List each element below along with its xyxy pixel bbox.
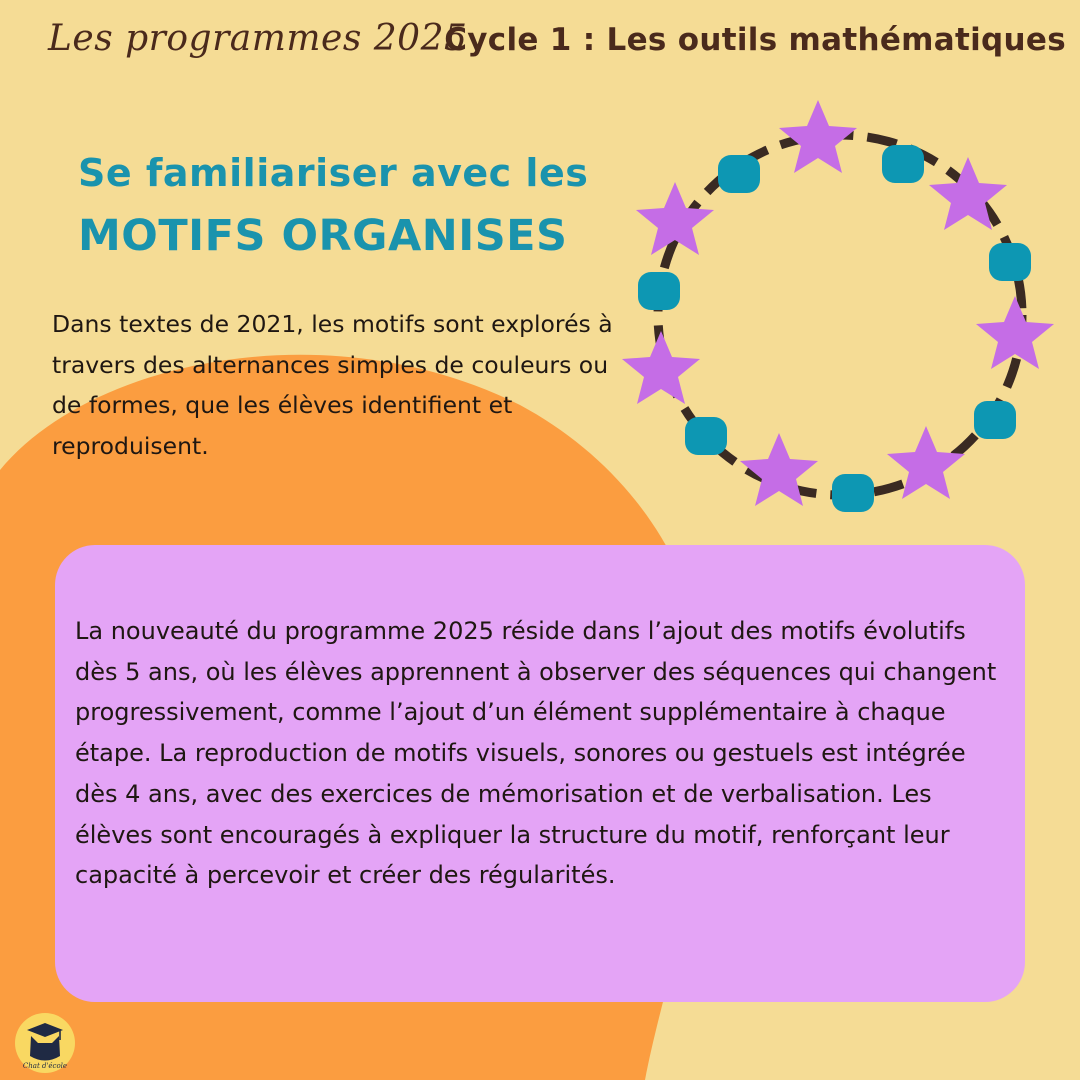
round-bead xyxy=(718,155,760,193)
round-bead xyxy=(882,145,924,183)
title-line-2: MOTIFS ORGANISES xyxy=(78,211,568,261)
round-bead xyxy=(685,417,727,455)
logo-text: Chat d'école xyxy=(22,1062,68,1070)
star-bead xyxy=(622,331,700,404)
intro-paragraph: Dans textes de 2021, les motifs sont explorés à travers des alternances simples de couleurs ou de formes, que les élèves identifient et reproduisent. xyxy=(52,310,613,460)
page-title xyxy=(78,145,598,267)
round-bead xyxy=(989,243,1031,281)
chat-decole-logo xyxy=(14,1012,76,1074)
bead-bracelet-illustration xyxy=(615,100,1065,530)
star-bead xyxy=(779,100,857,173)
info-card xyxy=(55,545,1025,1002)
title-line-1: Se familiariser avec les xyxy=(78,151,589,195)
card-paragraph: La nouveauté du programme 2025 réside dans l’ajout des motifs évolutifs dès 5 ans, où les élèves apprennent à observer des séquences qui changent progressivement, comme l’ajout d’un élément supplémentaire à chaque étape. La reproduction de motifs visuels, sonores ou gestuels est intégrée dès 4 ans, avec des exercices de mémorisation et de verbalisation. Les élèves sont encouragés à expliquer la structure du motif, renforçant leur capacité à percevoir et créer des régularités. xyxy=(75,617,997,890)
round-bead xyxy=(974,401,1016,439)
star-bead xyxy=(976,296,1054,369)
round-bead xyxy=(638,272,680,310)
header-right-title: Cycle 1 : Les outils mathématiques xyxy=(444,22,1066,58)
round-bead xyxy=(832,474,874,512)
header-left-title: Les programmes 2025 xyxy=(48,18,468,59)
